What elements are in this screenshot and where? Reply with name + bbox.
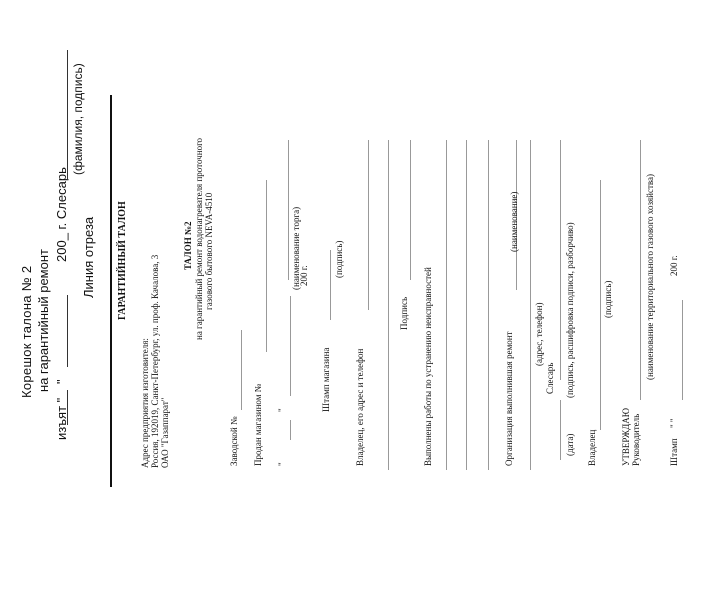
owner2-sign-hint: (подпись) [603,280,613,318]
repair-org-hint: (наименование) [509,191,519,252]
date-year: 200 г. [299,265,309,286]
stamp-shop-label: Штамп магазина [321,347,331,412]
owner-label: Владелец, его адрес и телефон [355,348,365,466]
works-field-1[interactable] [446,140,447,470]
talon-title: ТАЛОН №2 [183,221,193,270]
approve-label: УТВЕРЖДАЮ [621,407,631,466]
shop-signature-field[interactable] [330,250,331,320]
mechanic-sign-field[interactable] [560,140,561,380]
stub-title-line1: Корешок талона № 2 [19,265,34,398]
stamp-date: " " [669,418,679,428]
talon-subtitle-2: газового бытового NEVA-4510 [204,192,214,310]
stub-sign-hint: (фамилия, подпись) [71,63,85,175]
cut-separator [110,95,112,487]
stub-date-line [67,295,68,367]
stub-sign-line [67,50,68,180]
works-field-3[interactable] [488,140,489,470]
stamp-year: 200 г. [669,255,679,276]
mechanic-date-field[interactable] [560,400,561,460]
owner-field-2[interactable] [388,140,389,470]
owner2-label: Владелец [587,429,597,466]
owner-field[interactable] [368,140,369,310]
works-field-2[interactable] [466,140,467,470]
sold-by-field[interactable] [266,180,267,352]
owner-signature-field[interactable] [410,140,411,280]
stub-taken-label: изъят " [54,397,69,440]
serial-label: Заводской № [229,416,239,466]
head-field[interactable] [640,140,641,400]
date-month-field[interactable] [290,296,291,396]
stub-day-line [67,390,68,425]
address-phone-hint: (адрес, телефон) [534,302,544,366]
works-label: Выполнены работы по устранению неисправностей [423,267,433,466]
mechanic-label: Слесарь [545,362,555,394]
stamp-label: Штамп [669,438,679,466]
stub-year: 200_ г. Слесарь [54,167,69,262]
mechanic-sign-hint: (подпись, расшифровка подписи, разборчиво) [565,222,575,398]
signature-label: Подпись [399,296,409,330]
stub-subtitle: на гарантийный ремонт [36,249,51,392]
stamp-month-field[interactable] [682,300,683,400]
talon-subtitle-1: на гарантийный ремонт водонагревателя проточного [194,137,204,340]
manufacturer-name: ОАО "Газаппарат" [160,397,170,468]
sold-by-label: Продан магазином № [253,383,263,466]
shop-signature-hint: (подпись) [334,240,344,278]
manufacturer-address: Россия, 192019, Санкт-Петербург, ул. проф. Качалова, 3 [150,254,160,468]
owner2-sign-field[interactable] [600,180,601,430]
date-quote-close: " [277,408,287,412]
head-hint: (наименование территориального газового хозяйства) [645,173,655,380]
shop-name-hint: (наименование торга) [291,206,301,290]
date-day-field[interactable] [290,420,291,440]
date-hint: (дата) [565,433,575,456]
stub-cut-line: Линия отреза [81,216,96,298]
manufacturer-address-label: Адрес предприятия изготовителя: [140,338,150,468]
serial-field[interactable] [241,330,242,410]
repair-org-label: Организация выполнившая ремонт [504,331,514,466]
date-quote-open: " [277,462,287,466]
stub-title [20,266,33,398]
repair-org-address-field[interactable] [530,140,531,470]
stub-taken-quote: " [54,379,69,384]
shop-name-field[interactable] [288,140,289,280]
head-label: Руководитель [631,413,641,466]
form-header: ГАРАНТИЙНЫЙ ТАЛОН [117,201,128,320]
